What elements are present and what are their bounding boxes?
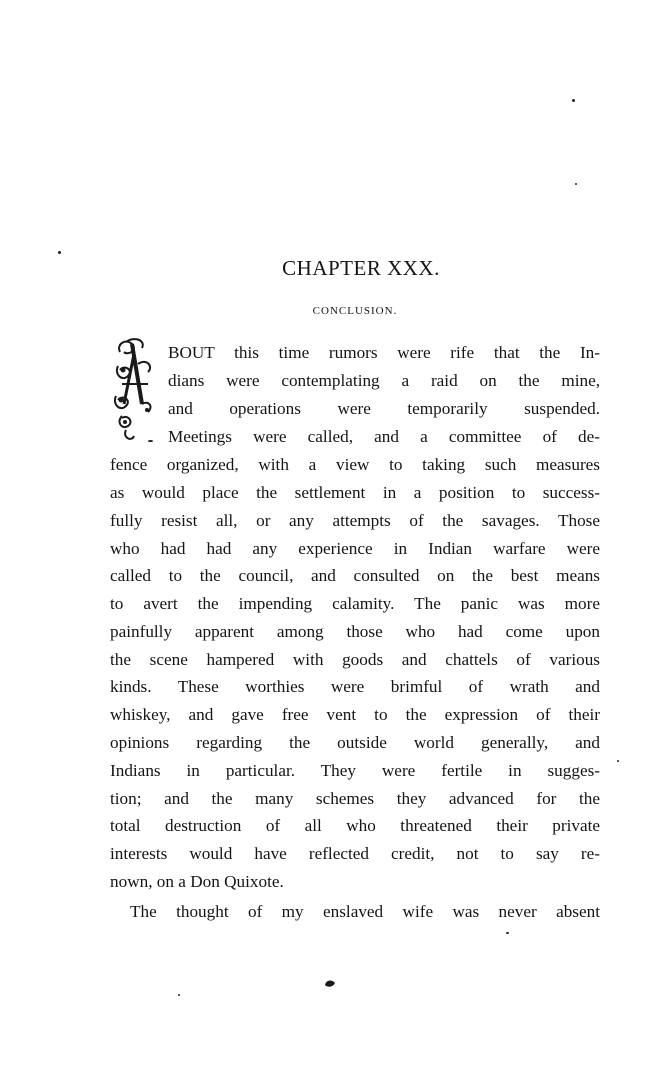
text-line: fully resist all, or any attempts of the savages. Those [110, 511, 600, 530]
text-line: nown, on a Don Quixote. [110, 872, 284, 891]
text-line: Meetings were called, and a committee of de- [168, 427, 600, 446]
chapter-title: CHAPTER XXX. [282, 256, 440, 280]
speck [58, 251, 61, 254]
text-line: opinions regarding the outside world generally, and [110, 733, 600, 752]
text-line: BOUT this time rumors were rife that the In- [168, 343, 600, 362]
text-line: called to the council, and consulted on the best means [110, 566, 600, 585]
text-line: whiskey, and gave free vent to the expression of their [110, 705, 600, 724]
speck [617, 760, 619, 762]
text-line: total destruction of all who threatened their private [110, 816, 600, 835]
text-line: Indians in particular. They were fertile in sugges- [110, 761, 600, 780]
text-line: dians were contemplating a raid on the mine, [168, 371, 600, 390]
speck [575, 183, 577, 185]
text-line: tion; and the many schemes they advanced for the [110, 789, 600, 808]
text-line: kinds. These worthies were brimful of wrath and [110, 677, 600, 696]
chapter-subtitle: CONCLUSION. [312, 305, 398, 317]
text-line: to avert the impending calamity. The panic was more [110, 594, 600, 613]
speck [572, 99, 575, 102]
text-line: fence organized, with a view to taking such measures [110, 455, 600, 474]
printer-ornament-icon [324, 979, 336, 989]
speck [506, 932, 509, 934]
text-line: as would place the settlement in a position to success- [110, 483, 600, 502]
ornate-letter-a-icon [112, 334, 156, 444]
speck [178, 994, 180, 996]
text-line: and operations were temporarily suspended. [168, 399, 600, 418]
text-line: The thought of my enslaved wife was never absent [130, 902, 600, 921]
text-line: the scene hampered with goods and chattels of various [110, 650, 600, 669]
text-line: painfully apparent among those who had come upon [110, 622, 600, 641]
speck [148, 440, 153, 442]
text-line: interests would have reflected credit, not to say re- [110, 844, 600, 863]
text-line: who had had any experience in Indian warfare were [110, 539, 600, 558]
